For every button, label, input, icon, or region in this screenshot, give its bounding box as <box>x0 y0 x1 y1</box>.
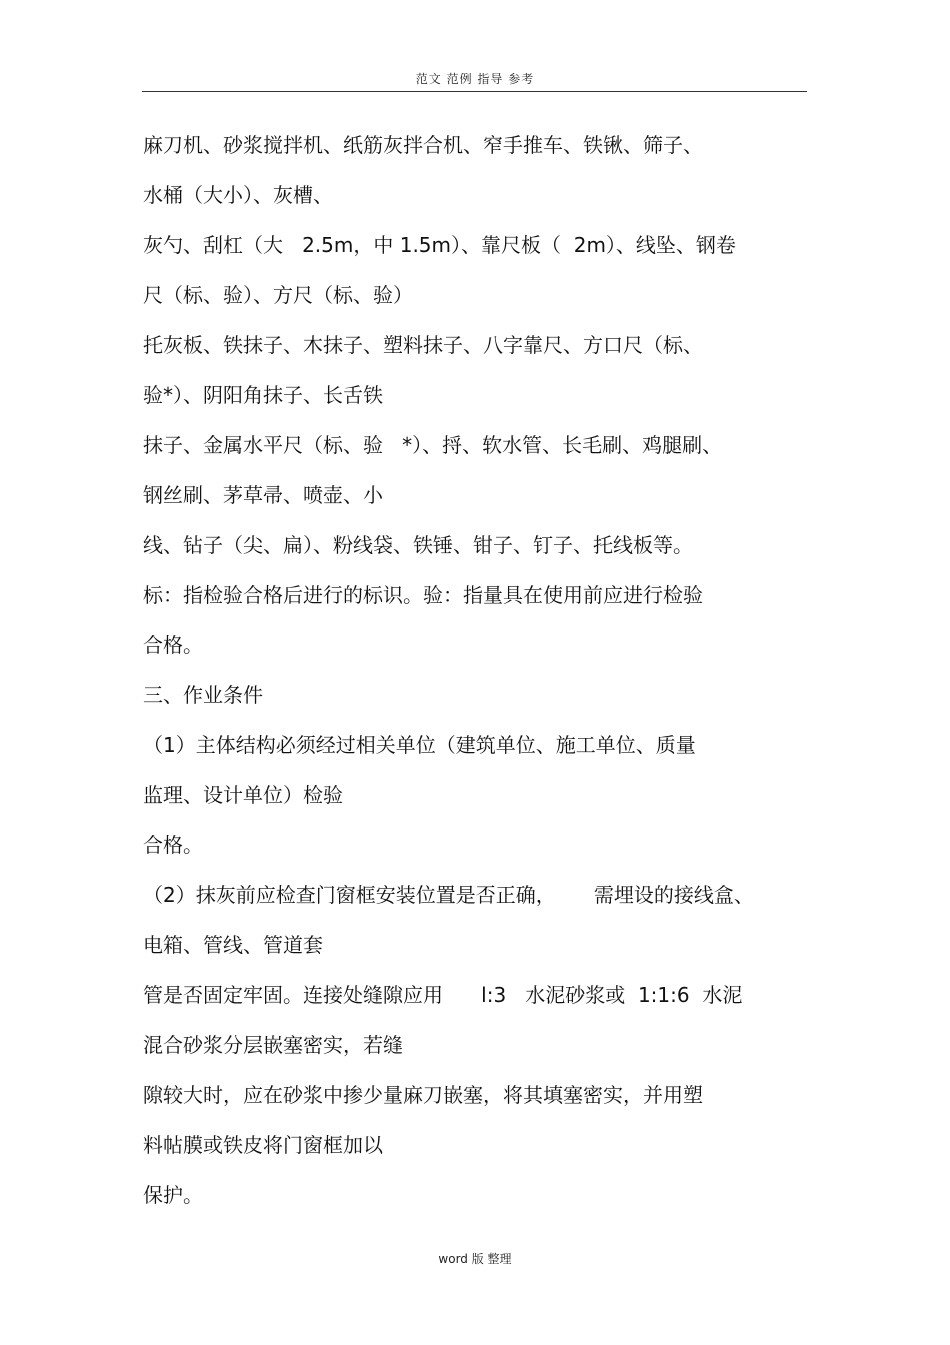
page-footer: word 版 整理 <box>438 1252 512 1266</box>
section-heading: 三、作业条件 <box>143 683 263 707</box>
text-line: 灰勺、刮杠（大 2.5m，中 1.5m）、靠尺板（ 2m）、线坠、钢卷 <box>143 233 736 257</box>
text-line: 管是否固定牢固。连接处缝隙应用 l:3 水泥砂浆或 1:1:6 水泥 <box>143 983 743 1007</box>
text-line: 合格。 <box>143 833 203 857</box>
text-line: 尺（标、验）、方尺（标、验） <box>143 283 413 307</box>
text-line: 线、钻子（尖、扁）、粉线袋、铁锤、钳子、钉子、托线板等。 <box>143 533 693 557</box>
text-line: （2）抹灰前应检查门窗框安装位置是否正确， 需埋设的接线盒、 <box>143 883 754 907</box>
text-line: 麻刀机、砂浆搅拌机、纸筋灰拌合机、窄手推车、铁锹、筛子、 <box>143 133 703 157</box>
text-line: 保护。 <box>143 1183 203 1207</box>
text-line: 隙较大时，应在砂浆中掺少量麻刀嵌塞，将其填塞密实，并用塑 <box>143 1083 703 1107</box>
text-line: 监理、设计单位）检验 <box>143 783 343 807</box>
document-body <box>143 120 813 1220</box>
text-line: 钢丝刷、茅草帚、喷壶、小 <box>143 483 383 507</box>
text-line: 合格。 <box>143 633 203 657</box>
text-line: 料帖膜或铁皮将门窗框加以 <box>143 1133 383 1157</box>
text-line: （1）主体结构必须经过相关单位（建筑单位、施工单位、质量 <box>143 733 696 757</box>
header-divider <box>142 91 807 92</box>
text-line: 托灰板、铁抹子、木抹子、塑料抹子、八字靠尺、方口尺（标、 <box>143 333 703 357</box>
text-line: 抹子、金属水平尺（标、验 *）、捋、软水管、长毛刷、鸡腿刷、 <box>143 433 723 457</box>
text-line: 验*）、阴阳角抹子、长舌铁 <box>143 383 383 407</box>
page-header: 范文 范例 指导 参考 <box>415 72 535 86</box>
text-line: 标：指检验合格后进行的标识。验：指量具在使用前应进行检验 <box>143 583 703 607</box>
text-line: 水桶（大小）、灰槽、 <box>143 183 333 207</box>
text-line: 电箱、管线、管道套 <box>143 933 323 957</box>
text-line: 混合砂浆分层嵌塞密实，若缝 <box>143 1033 403 1057</box>
